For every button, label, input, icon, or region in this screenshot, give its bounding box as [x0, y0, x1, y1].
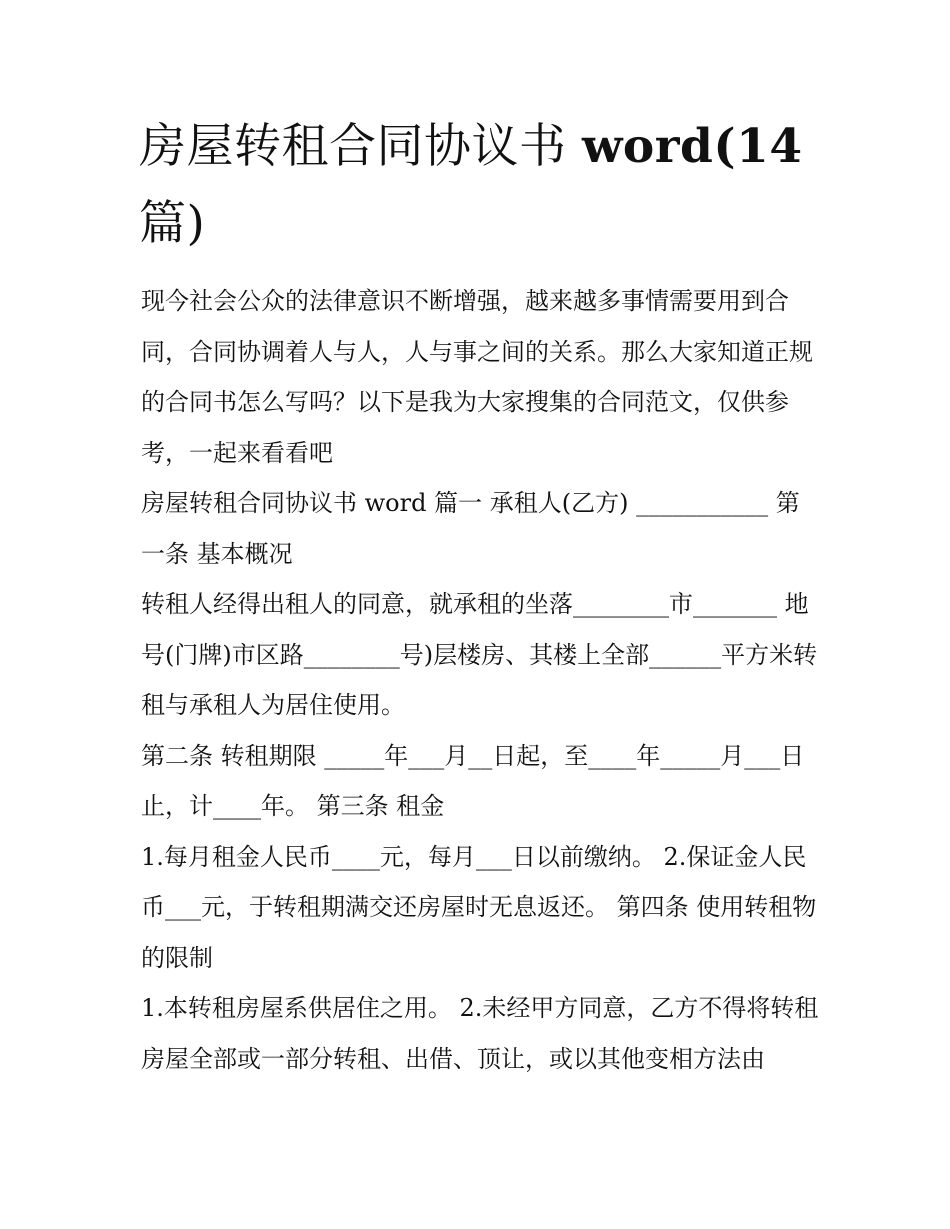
clause-4-paragraph: 1.本转租房屋系供居住之用。 2.未经甲方同意，乙方不得将转租房屋全部或一部分转租、出借、顶让，或以其他变相方法由 — [141, 994, 819, 1073]
intro-paragraph: 现今社会公众的法律意识不断增强，越来越多事情需要用到合同，合同协调着人与人，人与事之间的关系。那么大家知道正规的合同书怎么写吗？以下是我为大家搜集的合同范文，仅供参考，一起来看看吧 — [141, 287, 813, 467]
title-tail: 篇) — [139, 196, 206, 251]
title-chinese: 房屋转租合同协议书 — [139, 119, 582, 174]
clause-3-paragraph: 1.每月租金人民币____元，每月___日以前缴纳。 2.保证金人民币___元，于转租期满交还房屋时无息返还。 第四条 使用转租物的限制 — [141, 842, 817, 972]
document-title — [139, 108, 819, 262]
section-heading-paragraph: 房屋转租合同协议书 word 篇一 承租人(乙方) ___________ 第一条 基本概况 — [141, 489, 800, 568]
clause-2-paragraph: 第二条 转租期限 _____年___月__日起，至____年_____月___日止，计____年。 第三条 租金 — [141, 741, 805, 820]
title-latin: word(14 — [581, 119, 803, 174]
clause-1-paragraph: 转租人经得出租人的同意，就承租的坐落________市_______ 地号(门牌)市区路________号)层楼房、其楼上全部______平方米转租与承租人为居住使用。 — [141, 590, 818, 719]
document-body — [141, 276, 821, 1084]
